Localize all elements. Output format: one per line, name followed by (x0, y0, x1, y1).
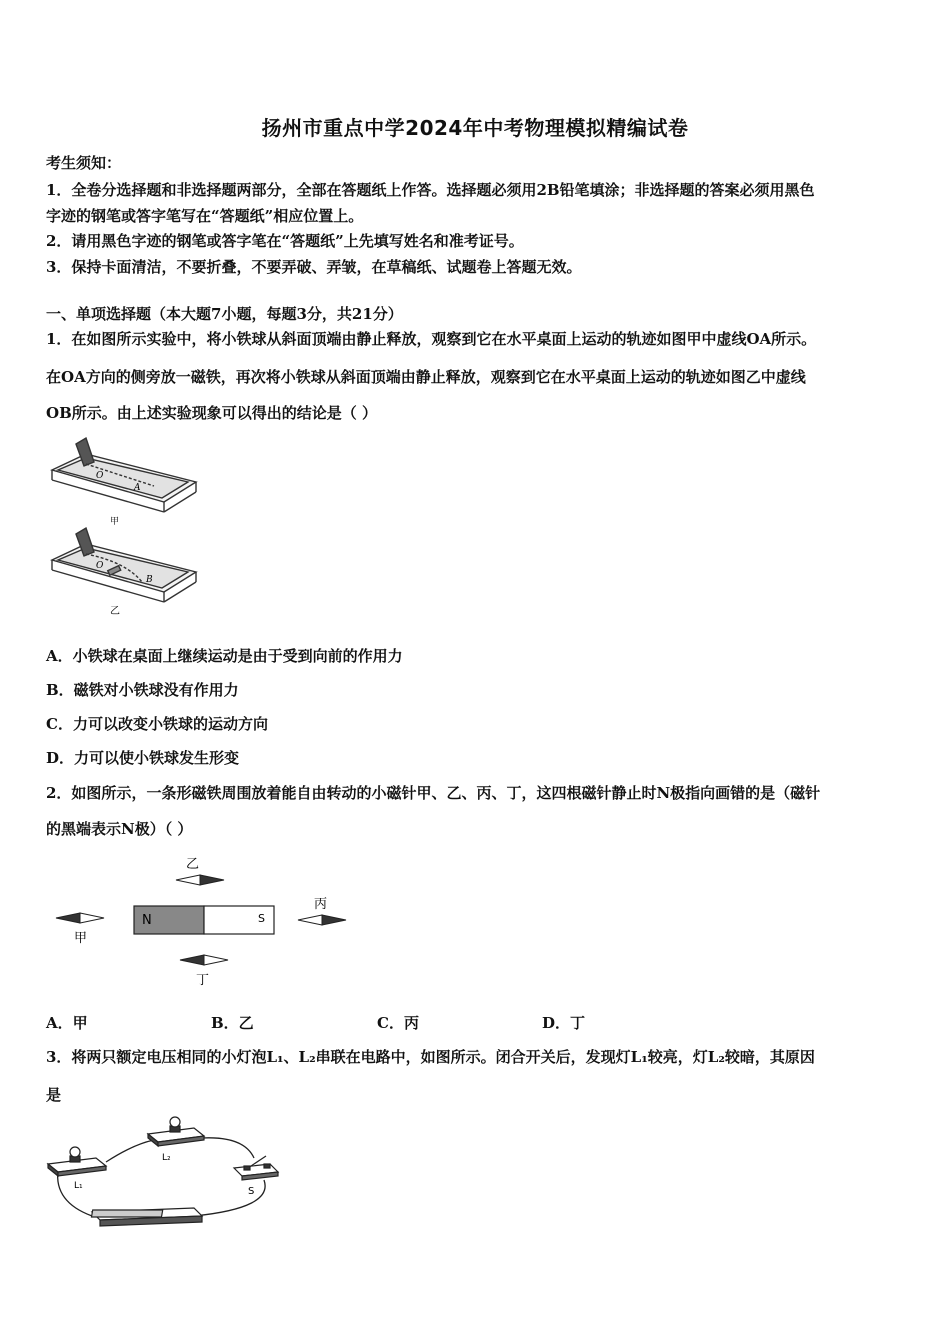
needle-jia (56, 913, 104, 923)
needle-bing-label: 丙 (314, 897, 328, 912)
table-yi (52, 528, 196, 602)
needle-bing (298, 915, 346, 925)
lamp-l1-label: L₁ (74, 1181, 83, 1191)
battery (91, 1208, 202, 1226)
point-b-label: B (146, 575, 153, 585)
question-1-text: OB所示。由上述实验现象可以得出的结论是（ ） (46, 404, 377, 422)
switch (234, 1156, 278, 1180)
lamp-l2-label: L₂ (162, 1153, 171, 1163)
figure-label-jia: 甲 (110, 517, 120, 527)
magnet-n-label: N (142, 913, 152, 928)
notice-item: 2．请用黑色字迹的钢笔或答字笔在“答题纸”上先填写姓名和准考证号。 (46, 232, 524, 250)
option-d[interactable]: D．力可以使小铁球发生形变 (46, 749, 240, 767)
option-b[interactable]: B．乙 (211, 1014, 254, 1032)
needle-yi (176, 875, 224, 885)
option-b[interactable]: B．磁铁对小铁球没有作用力 (46, 681, 239, 699)
notice-item: 1．全卷分选择题和非选择题两部分，全部在答题纸上作答。选择题必须用2B铅笔填涂；非选择题的答案必须用黑色 (46, 181, 815, 199)
option-a[interactable]: A．甲 (46, 1014, 88, 1032)
point-o-label: O (96, 471, 104, 481)
switch-label: S (248, 1186, 255, 1197)
needle-ding-label: 丁 (196, 973, 210, 988)
point-o-label: O (96, 561, 104, 571)
magnet-s-label: S (258, 912, 265, 925)
option-c[interactable]: C．力可以改变小铁球的运动方向 (46, 715, 268, 733)
table-jia (52, 438, 196, 512)
wire (106, 1140, 154, 1162)
option-c[interactable]: C．丙 (377, 1014, 419, 1032)
question-3-text: 是 (46, 1086, 62, 1104)
wire (194, 1180, 265, 1216)
lamp-l2 (148, 1117, 204, 1146)
question-2-figure (50, 850, 360, 990)
option-d[interactable]: D．丁 (542, 1014, 586, 1032)
question-2-text: 2．如图所示，一条形磁铁周围放着能自由转动的小磁针甲、乙、丙、丁，这四根磁针静止时N极指向画错的是（磁针 (46, 784, 821, 802)
needle-jia-label: 甲 (74, 931, 88, 946)
option-a[interactable]: A．小铁球在桌面上继续运动是由于受到向前的作用力 (46, 647, 403, 665)
page-title: 扬州市重点中学2024年中考物理模拟精编试卷 (261, 116, 689, 140)
bar-magnet (134, 906, 274, 934)
notice-item: 字迹的钢笔或答字笔写在“答题纸”相应位置上。 (46, 207, 364, 225)
lamp-l1 (48, 1147, 106, 1176)
needle-ding (180, 955, 228, 965)
section-heading: 一、单项选择题（本大题7小题，每题3分，共21分） (46, 305, 403, 323)
question-3-figure (44, 1112, 284, 1230)
wire (202, 1138, 254, 1158)
point-a-label: A (134, 483, 141, 493)
notice-heading: 考生须知： (46, 154, 122, 172)
question-1-figure (46, 432, 206, 622)
figure-label-yi: 乙 (110, 606, 120, 617)
question-2-text: 的黑端表示N极）（ ） (46, 820, 193, 838)
wire (58, 1170, 92, 1216)
notice-item: 3．保持卡面清洁，不要折叠，不要弄破、弄皱，在草稿纸、试题卷上答题无效。 (46, 258, 582, 276)
question-1-text: 在OA方向的侧旁放一磁铁，再次将小铁球从斜面顶端由静止释放，观察到它在水平桌面上运动的轨迹如图乙中虚线 (46, 368, 806, 386)
question-3-text: 3．将两只额定电压相同的小灯泡L₁、L₂串联在电路中，如图所示。闭合开关后，发现灯L₁较亮，灯L₂较暗，其原因 (46, 1048, 815, 1066)
needle-yi-label: 乙 (186, 857, 200, 872)
question-1-text: 1．在如图所示实验中，将小铁球从斜面顶端由静止释放，观察到它在水平桌面上运动的轨迹如图甲中虚线OA所示。 (46, 330, 817, 348)
